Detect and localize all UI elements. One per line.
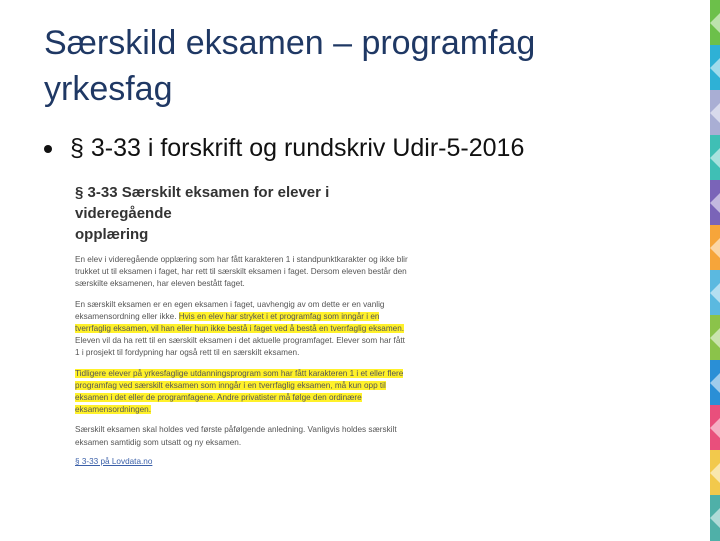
bullet-dot-icon	[44, 145, 52, 153]
paragraph-2-line	[75, 323, 430, 335]
paragraph-1-line: trukket ut til eksamen i faget, har rett til særskilt eksamen i faget. Dersom eleven består den	[75, 267, 407, 277]
paragraph-4-line: eksamen samtidig som utsatt og ny eksamen.	[75, 437, 242, 447]
side-bar-notch	[710, 283, 720, 303]
highlighted-text: eksamen i det eller de programfagene. Andre privatister må følge den ordinære	[75, 393, 362, 403]
side-bar-notch	[710, 13, 720, 33]
paragraph-1-line: særskilte eksamenen, har eleven bestått faget.	[75, 279, 245, 289]
side-bar-notch	[710, 328, 720, 348]
side-bar-notch	[710, 508, 720, 528]
bullet-item	[44, 134, 524, 163]
side-bar-notch	[710, 463, 720, 483]
side-bar-notch	[710, 238, 720, 258]
paragraph-2-line: 1 i prosjekt til fordypning har også rett til en særskilt eksamen.	[75, 348, 300, 358]
paragraph-2-line: Eleven vil da ha rett til en særskilt eksamen i det aktuelle programfaget. Elever som har fått	[75, 336, 405, 346]
side-bar-notch	[710, 58, 720, 78]
document-screenshot	[75, 182, 430, 466]
side-bar-notch	[710, 193, 720, 213]
paragraph-3-line	[75, 404, 430, 416]
slide-title	[44, 20, 644, 112]
highlighted-text: tverrfaglig eksamen, vil han eller hun ikke bestå i faget ved å bestå en tverrfaglig eksamen.	[75, 324, 405, 334]
highlighted-text: Tidligere elever på yrkesfaglige utdanningsprogram som har fått karakteren 1 i et eller flere	[75, 368, 404, 378]
paragraph-4	[75, 424, 430, 448]
paragraph-2-line: En særskilt eksamen er en egen eksamen i faget, uavhengig av om dette er en vanlig	[75, 299, 385, 309]
paragraph-3-line	[75, 368, 430, 380]
paragraph-4-line: Særskilt eksamen skal holdes ved første påfølgende anledning. Vanligvis holdes særskilt	[75, 425, 397, 435]
paragraph-3-line	[75, 380, 430, 392]
paragraph-3	[75, 368, 430, 417]
document-heading	[75, 182, 430, 245]
side-bar-notch	[710, 418, 720, 438]
paragraph-3-line	[75, 392, 430, 404]
side-bar-notch	[710, 373, 720, 393]
slide-title-line2: yrkesfag	[44, 70, 173, 108]
document-heading-line2: opplæring	[75, 226, 149, 243]
decorative-side-bar	[710, 0, 720, 540]
side-bar-notch	[710, 103, 720, 123]
side-bar-notch	[710, 148, 720, 168]
slide-title-line1: Særskild eksamen – programfag	[44, 24, 536, 62]
paragraph-1	[75, 254, 430, 291]
highlighted-text: programfag ved særskilt eksamen som inngår i en tverrfaglig eksamen, må kun opp til	[75, 380, 386, 390]
highlighted-text: Hvis en elev har stryket i et programfag som inngår i en	[178, 311, 380, 321]
highlighted-text: eksamensordningen.	[75, 405, 152, 415]
lovdata-link[interactable]: § 3-33 på Lovdata.no	[75, 456, 153, 466]
paragraph-2	[75, 299, 430, 360]
paragraph-2-line	[75, 311, 430, 323]
paragraph-1-line: En elev i videregående opplæring som har fått karakteren 1 i standpunktkarakter og ikke blir	[75, 255, 408, 264]
document-heading-line1: § 3-33 Særskilt eksamen for elever i videregående	[75, 184, 330, 222]
bullet-text: § 3-33 i forskrift og rundskriv Udir-5-2016	[70, 134, 525, 162]
paragraph-2-plain-text: eksamensordning eller ikke.	[75, 311, 179, 321]
